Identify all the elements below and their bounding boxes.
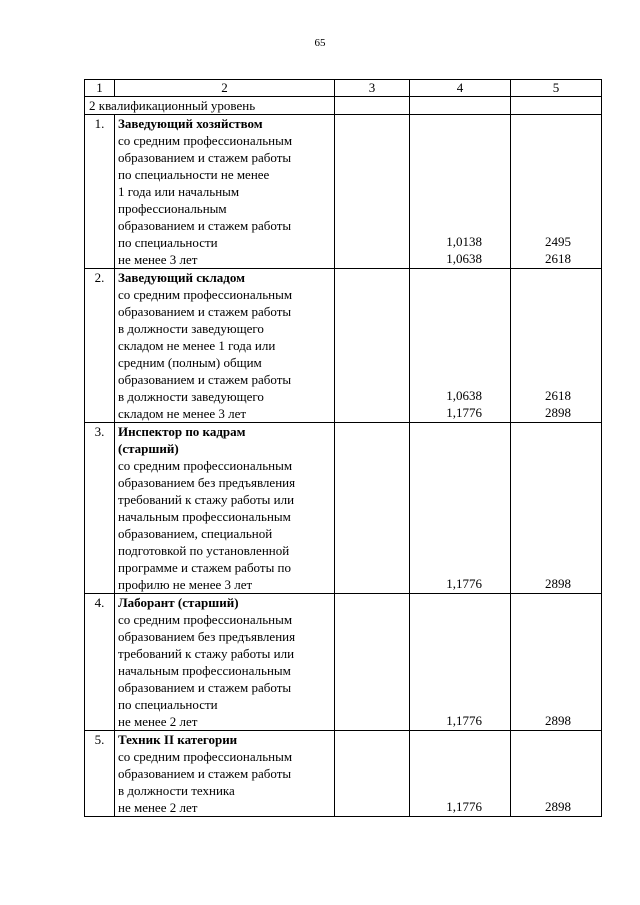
position-cell xyxy=(115,269,335,423)
requirement-line: образованием, специальной xyxy=(118,526,273,541)
row-number: 2. xyxy=(85,269,115,423)
requirement-line: требований к стажу работы или xyxy=(118,646,295,661)
requirement-line: по специальности xyxy=(118,697,218,712)
table-row xyxy=(85,115,602,269)
salary-value: 2898 xyxy=(545,405,571,420)
level-empty-5 xyxy=(511,97,602,115)
row-number: 5. xyxy=(85,731,115,817)
salary-value: 2618 xyxy=(545,388,571,403)
header-cell-3: 3 xyxy=(335,80,410,97)
requirement-line: средним (полным) общим xyxy=(118,355,262,370)
coefficient-cell xyxy=(410,115,511,269)
position-cell xyxy=(115,594,335,731)
page-number: 65 xyxy=(314,37,326,49)
table-header-row xyxy=(85,80,602,97)
position-title: Инспектор по кадрам xyxy=(118,424,246,439)
salary-value: 2898 xyxy=(545,576,571,591)
header-cell-5: 5 xyxy=(511,80,602,97)
position-title: Лаборант (старший) xyxy=(118,595,239,610)
level-label: 2 квалификационный уровень xyxy=(85,97,335,115)
salary-cell xyxy=(511,731,602,817)
empty-cell-3 xyxy=(335,115,410,269)
position-title: Заведующий складом xyxy=(118,270,245,285)
header-cell-4: 4 xyxy=(410,80,511,97)
salary-value: 2495 xyxy=(545,234,571,249)
coefficient-value: 1,0138 xyxy=(446,234,482,249)
requirement-line: складом не менее 3 лет xyxy=(118,406,247,421)
table-row xyxy=(85,731,602,817)
requirement-line: начальным профессиональным xyxy=(118,509,291,524)
position-cell xyxy=(115,423,335,594)
requirement-line: подготовкой по установленной xyxy=(118,543,290,558)
coefficient-cell xyxy=(410,423,511,594)
table-row xyxy=(85,423,602,594)
requirement-line: со средним профессиональным xyxy=(118,133,293,148)
requirement-line: не менее 2 лет xyxy=(118,800,198,815)
salary-cell xyxy=(511,269,602,423)
level-empty-3 xyxy=(335,97,410,115)
requirement-line: 1 года или начальным xyxy=(118,184,240,199)
requirement-line: образованием без предъявления xyxy=(118,629,296,644)
coefficient-cell xyxy=(410,594,511,731)
salary-value: 2898 xyxy=(545,713,571,728)
coefficient-value: 1,1776 xyxy=(446,713,482,728)
position-title: Техник II категории xyxy=(118,732,238,747)
level-row xyxy=(85,97,602,115)
requirement-line: профилю не менее 3 лет xyxy=(118,577,253,592)
coefficient-value: 1,1776 xyxy=(446,799,482,814)
requirement-line: со средним профессиональным xyxy=(118,458,293,473)
coefficient-value: 1,0638 xyxy=(446,388,482,403)
salary-value: 2898 xyxy=(545,799,571,814)
requirement-line: со средним профессиональным xyxy=(118,287,293,302)
qualification-table xyxy=(84,79,602,817)
requirement-line: в должности заведующего xyxy=(118,321,264,336)
requirement-line: со средним профессиональным xyxy=(118,612,293,627)
coefficient-cell xyxy=(410,731,511,817)
salary-cell xyxy=(511,594,602,731)
position-cell xyxy=(115,115,335,269)
position-cell xyxy=(115,731,335,817)
requirement-line: образованием без предъявления xyxy=(118,475,296,490)
coefficient-cell xyxy=(410,269,511,423)
row-number: 1. xyxy=(85,115,115,269)
table-row xyxy=(85,594,602,731)
requirement-line: не менее 3 лет xyxy=(118,252,198,267)
requirement-line: не менее 2 лет xyxy=(118,714,198,729)
requirement-line: образованием и стажем работы xyxy=(118,680,292,695)
requirement-line: образованием и стажем работы xyxy=(118,218,292,233)
empty-cell-3 xyxy=(335,594,410,731)
requirement-line: складом не менее 1 года или xyxy=(118,338,276,353)
requirement-line: начальным профессиональным xyxy=(118,663,291,678)
coefficient-value: 1,0638 xyxy=(446,251,482,266)
requirement-line: образованием и стажем работы xyxy=(118,766,292,781)
requirement-line: в должности техника xyxy=(118,783,235,798)
requirement-line: по специальности xyxy=(118,235,218,250)
requirement-line: по специальности не менее xyxy=(118,167,270,182)
requirement-line: требований к стажу работы или xyxy=(118,492,295,507)
header-cell-2: 2 xyxy=(115,80,335,97)
salary-cell xyxy=(511,115,602,269)
row-number: 4. xyxy=(85,594,115,731)
position-title: Заведующий хозяйством xyxy=(118,116,263,131)
table-row xyxy=(85,269,602,423)
requirement-line: образованием и стажем работы xyxy=(118,304,292,319)
requirement-line: образованием и стажем работы xyxy=(118,150,292,165)
requirement-line: программе и стажем работы по xyxy=(118,560,292,575)
header-cell-1: 1 xyxy=(85,80,115,97)
salary-cell xyxy=(511,423,602,594)
salary-value: 2618 xyxy=(545,251,571,266)
requirement-line: профессиональным xyxy=(118,201,227,216)
coefficient-value: 1,1776 xyxy=(446,576,482,591)
level-empty-4 xyxy=(410,97,511,115)
coefficient-value: 1,1776 xyxy=(446,405,482,420)
row-number: 3. xyxy=(85,423,115,594)
requirement-line: со средним профессиональным xyxy=(118,749,293,764)
requirement-line: образованием и стажем работы xyxy=(118,372,292,387)
empty-cell-3 xyxy=(335,423,410,594)
requirement-line: в должности заведующего xyxy=(118,389,264,404)
empty-cell-3 xyxy=(335,731,410,817)
empty-cell-3 xyxy=(335,269,410,423)
position-title-cont: (старший) xyxy=(118,441,179,456)
